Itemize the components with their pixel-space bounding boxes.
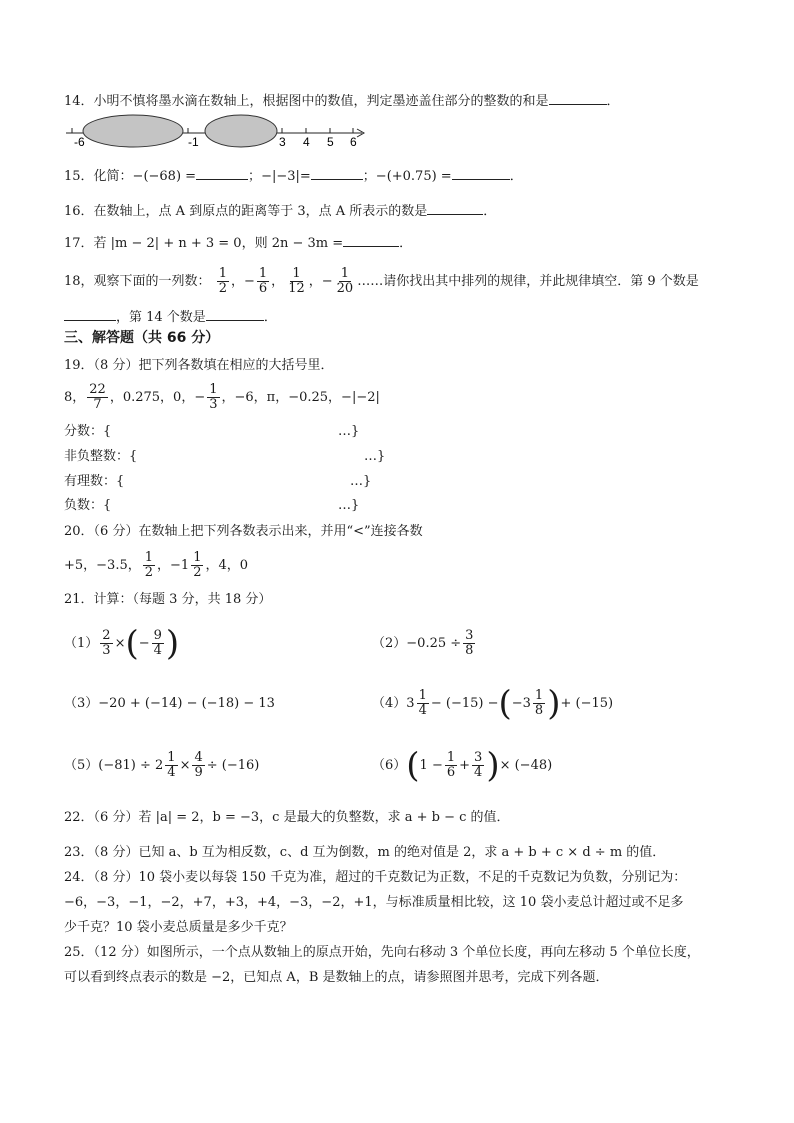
question-21: 21．计算：（每题 3 分，共 18 分） — [64, 592, 272, 607]
category-rational: 有理数：{ — [64, 474, 125, 489]
fraction: $\frac{9}{4}$ — [153, 628, 162, 658]
question-24-line3: 少千克？10 袋小麦总质量是多少千克？ — [64, 920, 293, 935]
category-nonneg-int: 非负整数：{ — [64, 449, 138, 464]
fraction: $\frac{22}{7}$ — [89, 382, 106, 412]
question-24: 24．（8 分）10 袋小麦以每袋 150 千克为准，超过的千克数记为正数，不足的千克数记为负数，分别记为： — [64, 870, 687, 885]
tick-label: 3 — [279, 135, 286, 149]
question-14: 14．小明不慎将墨水滴在数轴上，根据图中的数值，判定墨迹盖住部分的整数的和是 ． — [64, 90, 620, 112]
fraction: $\frac{1}{4}$ — [167, 750, 176, 780]
answer-blank[interactable] — [64, 306, 116, 321]
fraction: $\frac{1}{2}$ — [218, 266, 227, 296]
fraction: $\frac{1}{8}$ — [534, 688, 544, 718]
tick-label: -6 — [74, 135, 85, 149]
category-end: …} — [338, 498, 360, 513]
tick-label: 5 — [327, 135, 334, 149]
problem-6: （6）(1 − $\frac{1}{6}$ + $\frac{3}{4}$ )× (−48) — [372, 745, 553, 786]
answer-blank[interactable] — [452, 165, 510, 180]
problem-1: （1） $\frac{2}{3}$ ×(− $\frac{9}{4}$ ) — [64, 623, 180, 664]
question-18: 18，观察下面的一列数： $\frac{1}{2}$ ，− $\frac{1}{6}$ ， $\frac{1}{12}$ ，− $\frac{1}{20}$ ……请你找出其中排列的规律，并此规律填空．第 9 个数是 — [64, 266, 699, 296]
answer-blank[interactable] — [427, 200, 483, 215]
question-19: 19．（8 分）把下列各数填在相应的大括号里． — [64, 358, 334, 373]
fraction: $\frac{3}{8}$ — [465, 628, 474, 658]
number-line-figure — [64, 114, 374, 154]
fraction: $\frac{1}{20}$ — [336, 266, 354, 296]
ink-blot-left — [83, 115, 183, 147]
fraction: $\frac{1}{6}$ — [258, 266, 268, 296]
category-end: …} — [364, 449, 386, 464]
question-25-line2: 可以看到终点表示的数是 −2，已知点 A，B 是数轴上的点，请参照图并思考，完成下列各题． — [64, 970, 609, 985]
fraction: $\frac{1}{2}$ — [193, 550, 202, 580]
tick-label: 6 — [350, 135, 357, 149]
question-25: 25．（12 分）如图所示，一个点从数轴上的原点开始，先向右移动 3 个单位长度，再向左移动 5 个单位长度， — [64, 945, 700, 960]
category-end: …} — [338, 424, 360, 439]
question-19-numbers: 8， $\frac{22}{7}$ ，0.275，0，− $\frac{1}{3}$ ，−6，π，−0.25，−|−2| — [64, 382, 380, 412]
fraction: $\frac{1}{12}$ — [288, 266, 305, 296]
answer-blank[interactable] — [549, 90, 607, 105]
category-negative: 负数：{ — [64, 498, 112, 513]
fraction: $\frac{2}{3}$ — [102, 628, 111, 658]
question-22: 22．（6 分）若 |a| = 2，b = −3，c 是最大的负整数，求 a + b − c 的值． — [64, 810, 510, 825]
section-title: 三、解答题（共 66 分） — [64, 330, 220, 346]
answer-blank[interactable] — [343, 232, 399, 247]
problem-5: （5）(−81) ÷ 2 $\frac{1}{4}$ × $\frac{4}{9}$ ÷ (−16) — [64, 750, 260, 780]
question-16: 16．在数轴上，点 A 到原点的距离等于 3，点 A 所表示的数是 ． — [64, 200, 496, 222]
problem-2: （2）−0.25 ÷ $\frac{3}{8}$ — [372, 628, 474, 658]
question-18-line2: ，第 14 个数是 ． — [64, 306, 277, 328]
category-end: …} — [350, 474, 372, 489]
ink-blot-right — [205, 115, 277, 147]
fraction: $\frac{3}{4}$ — [474, 750, 483, 780]
fraction: $\frac{1}{4}$ — [418, 688, 427, 718]
question-20-numbers: +5，−3.5， $\frac{1}{2}$ ，−1 $\frac{1}{2}$ ，4，0 — [64, 550, 249, 580]
fraction: $\frac{1}{2}$ — [144, 550, 154, 580]
q14-text: 14．小明不慎将墨水滴在数轴上，根据图中的数值，判定墨迹盖住部分的整数的和是 — [64, 94, 549, 109]
answer-blank[interactable] — [206, 306, 264, 321]
question-20: 20．（6 分）在数轴上把下列各数表示出来，并用“<”连接各数 — [64, 524, 423, 539]
problem-3: （3）−20 + (−14) − (−18) − 13 — [64, 696, 275, 711]
answer-blank[interactable] — [196, 165, 248, 180]
tick-label: -1 — [188, 135, 199, 149]
question-17: 17．若 |m − 2| + n + 3 = 0，则 2n − 3m = ． — [64, 232, 412, 254]
fraction: $\frac{1}{6}$ — [446, 750, 456, 780]
tick-label: 4 — [303, 135, 310, 149]
category-fractions: 分数：{ — [64, 424, 112, 439]
problem-4: （4）3 $\frac{1}{4}$ − (−15) −(−3 $\frac{1}{8}$ )+ (−15) — [372, 683, 614, 724]
answer-blank[interactable] — [311, 165, 363, 180]
fraction: $\frac{4}{9}$ — [194, 750, 203, 780]
question-15: 15．化简：−(−68) = ；−|−3|= ；−(+0.75) = ． — [64, 165, 523, 187]
fraction: $\frac{1}{3}$ — [209, 382, 218, 412]
question-23: 23．（8 分）已知 a、b 互为相反数，c、d 互为倒数，m 的绝对值是 2，求 a + b + c × d ÷ m 的值． — [64, 845, 666, 860]
question-24-line2: −6，−3，−1，−2，+7，+3，+4，−3，−2，+1，与标准质量相比较，这 10 袋小麦总计超过或不足多 — [64, 895, 684, 910]
